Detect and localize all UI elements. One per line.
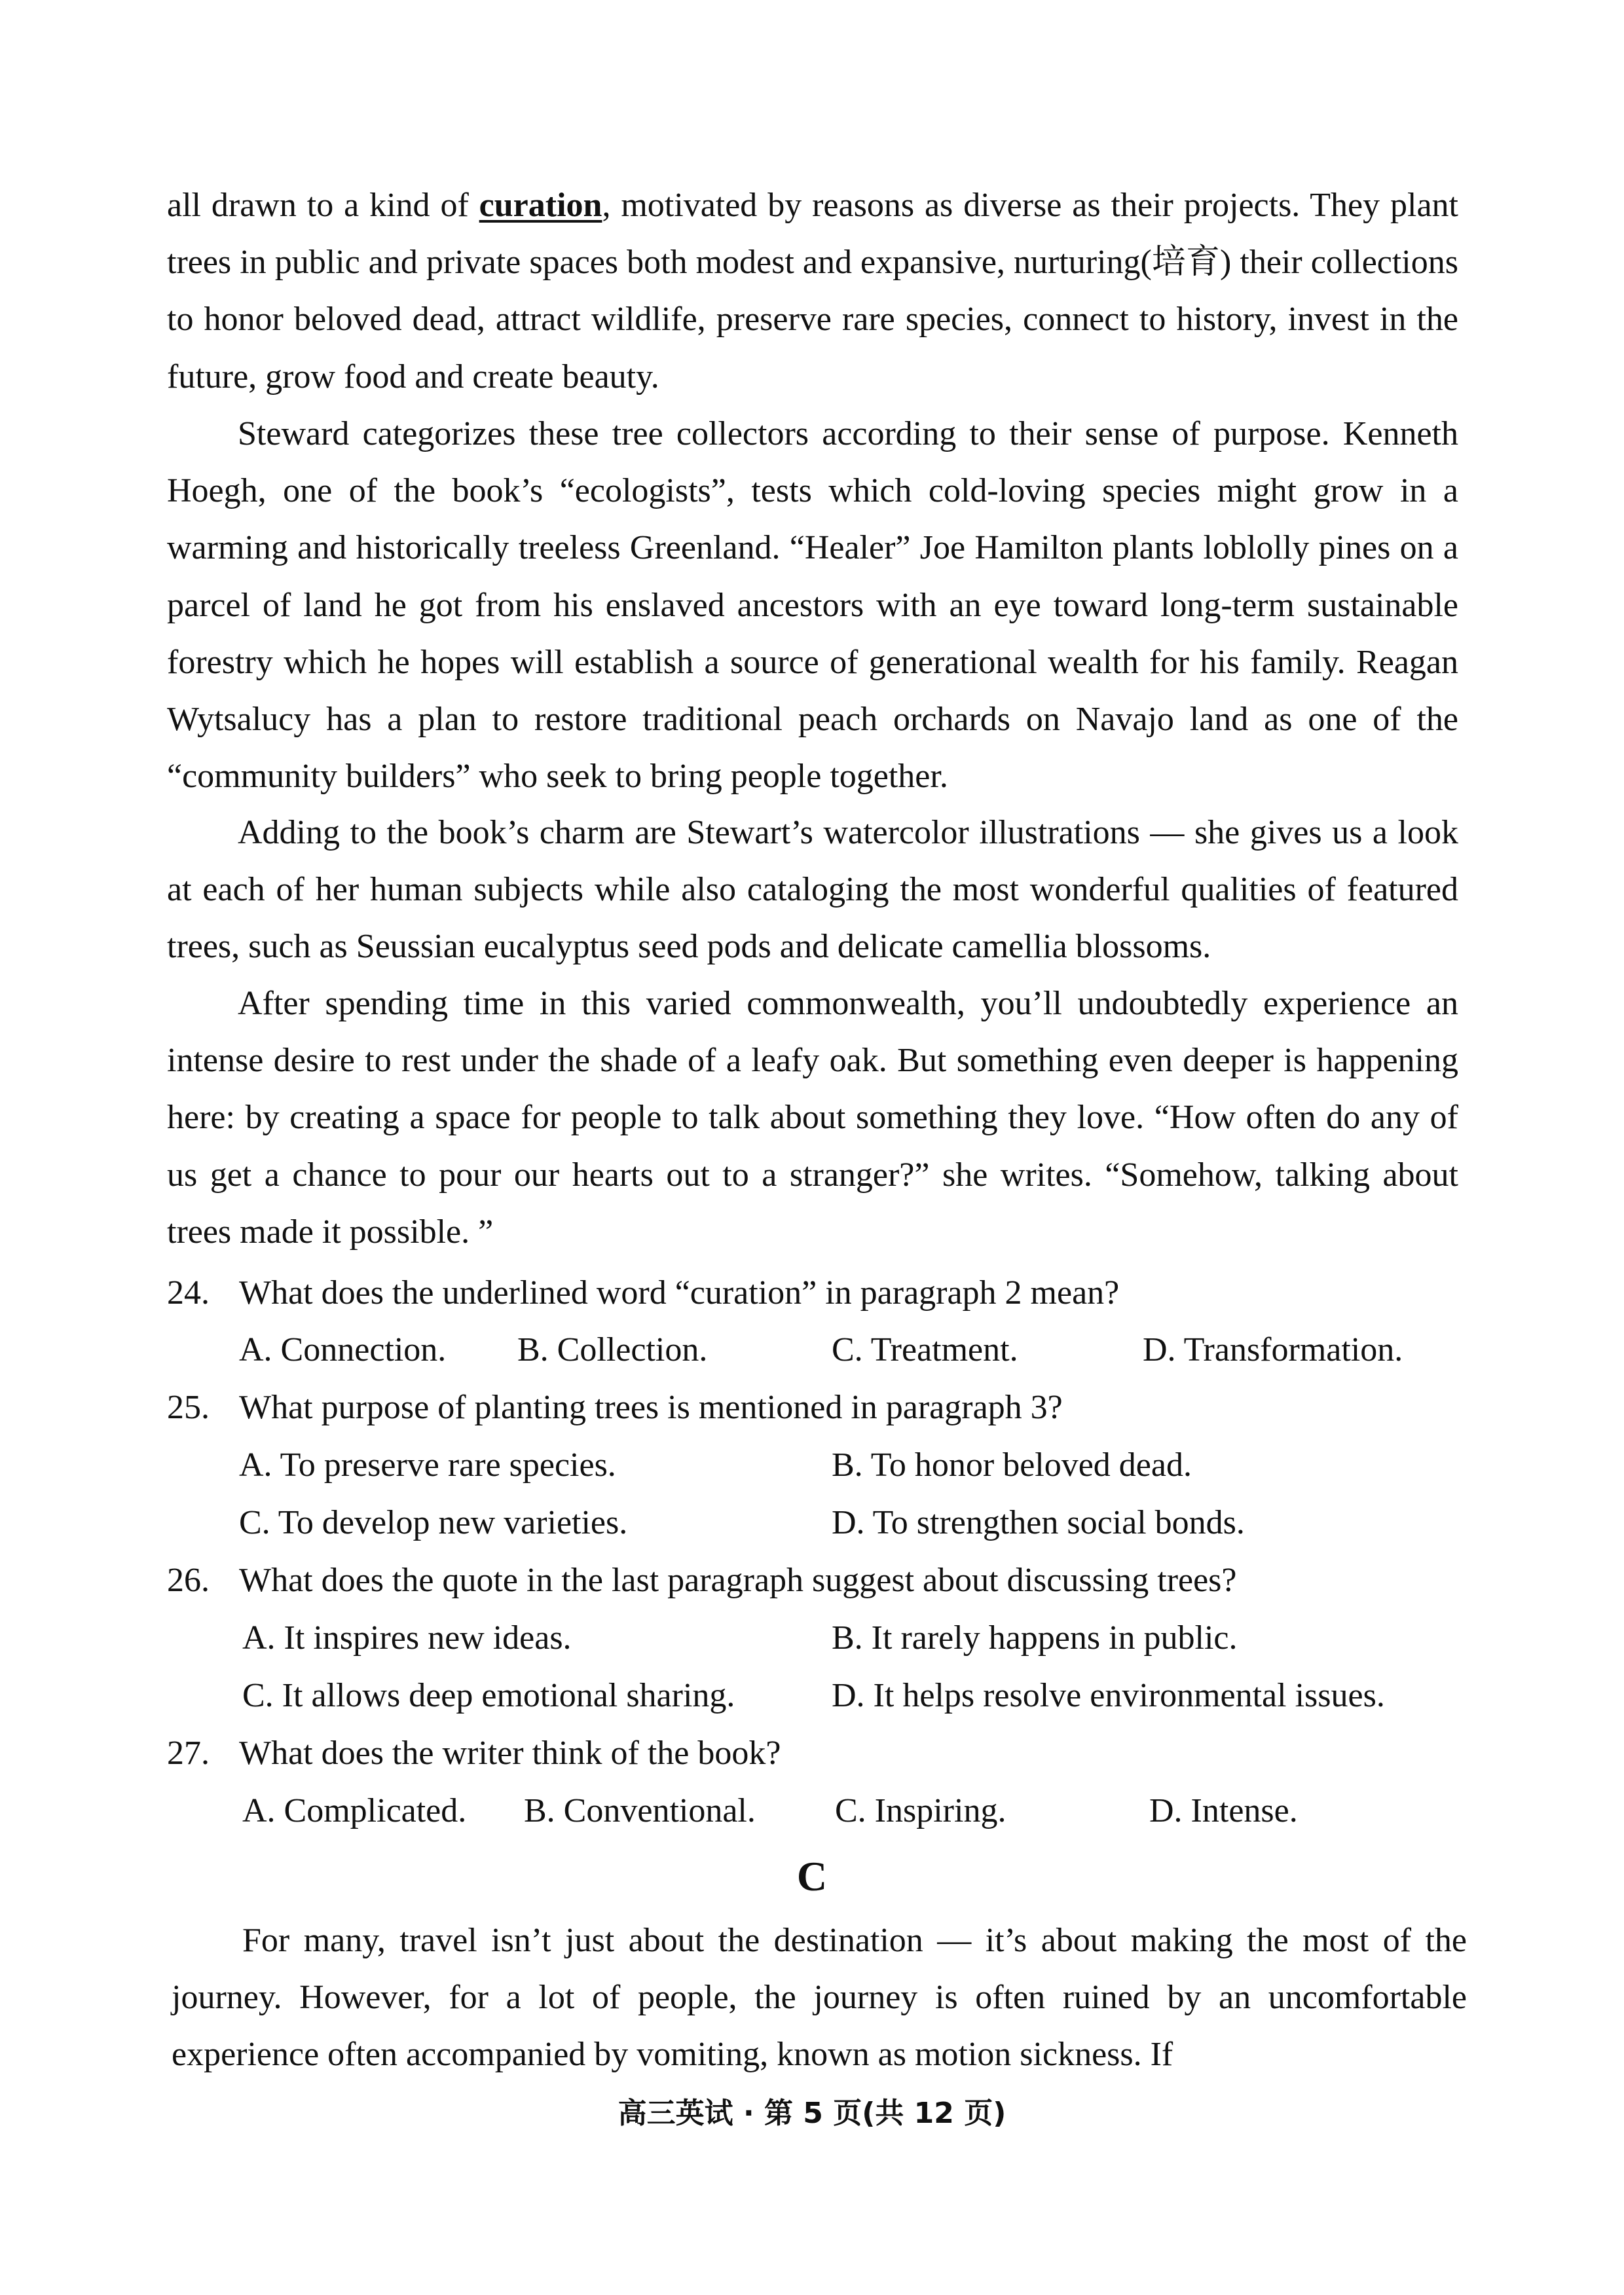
option-a[interactable]: A. Complicated. (242, 1792, 467, 1829)
page-footer: 高三英试 · 第 5 页(共 12 页) (618, 2097, 1006, 2130)
passage-paragraph-4: Adding to the book’s charm are Stewart’s watercolor illustrations — she gives us a look at each of her human subjects while also cataloging the most wonderful qualities of featured trees, such as Seussian eucalyptus seed pods and delicate camellia blossoms. (167, 814, 1458, 966)
question-27 (167, 1734, 1464, 1773)
question-25 (167, 1388, 1464, 1427)
question-stem: What does the underlined word “curation” in paragraph 2 mean? (239, 1274, 1120, 1312)
section-heading-c: C (796, 1853, 828, 1900)
section-c-paragraph-1: For many, travel isn’t just about the destination — it’s about making the most of the journey. However, for a lot of people, the journey is often ruined by an uncomfortable experience often accompanied by vomiting, known as motion sickness. If (172, 1922, 1467, 2074)
option-b[interactable]: B. Collection. (517, 1331, 708, 1368)
question-stem: What does the quote in the last paragraph suggest about discussing trees? (239, 1562, 1237, 1599)
option-c[interactable]: C. It allows deep emotional sharing. (242, 1677, 735, 1714)
option-c[interactable]: C. Treatment. (832, 1331, 1018, 1368)
option-d[interactable]: D. Intense. (1149, 1792, 1298, 1829)
option-c[interactable]: C. To develop new varieties. (239, 1504, 628, 1541)
option-a[interactable]: A. To preserve rare species. (239, 1446, 616, 1484)
question-number: 24. (167, 1274, 210, 1312)
option-d[interactable]: D. It helps resolve environmental issues. (832, 1677, 1385, 1714)
question-stem: What purpose of planting trees is mentioned in paragraph 3? (239, 1389, 1063, 1426)
question-number: 26. (167, 1562, 210, 1599)
paragraph-text: , motivated by reasons as diverse as their projects. They plant trees in public and private spaces both modest and expansive, nurturing(培育) their collections to honor beloved dead, attract wildlife, preserve rare species, connect to history, invest in the future, grow food and create beauty. (167, 187, 1458, 395)
option-b[interactable]: B. Conventional. (524, 1792, 756, 1829)
option-b[interactable]: B. It rarely happens in public. (832, 1619, 1238, 1657)
passage-paragraph-2 (167, 177, 1458, 405)
question-26 (167, 1561, 1464, 1600)
option-a[interactable]: A. It inspires new ideas. (242, 1619, 572, 1657)
option-d[interactable]: D. To strengthen social bonds. (832, 1504, 1245, 1541)
option-c[interactable]: C. Inspiring. (835, 1792, 1006, 1829)
question-24 (167, 1274, 1464, 1313)
question-stem: What does the writer think of the book? (239, 1735, 781, 1772)
paragraph-text: all drawn to a kind of (167, 187, 479, 224)
option-a[interactable]: A. Connection. (239, 1331, 447, 1368)
question-number: 25. (167, 1389, 210, 1426)
option-b[interactable]: B. To honor beloved dead. (832, 1446, 1192, 1484)
passage-paragraph-3: Steward categorizes these tree collectors according to their sense of purpose. Kenneth Hoegh, one of the book’s “ecologists”, tests which cold-loving species might grow in a warming and historically treeless Greenland. “Healer” Joe Hamilton plants loblolly pines on a parcel of land he got from his enslaved ancestors with an eye toward long-term sustainable forestry which he hopes will establish a source of generational wealth for his family. Reagan Wytsalucy has a plan to restore traditional peach orchards on Navajo land as one of the “community builders” who seek to bring people together. (167, 415, 1458, 796)
underlined-word-curation: curation (479, 187, 602, 224)
passage-paragraph-5: After spending time in this varied commonwealth, you’ll undoubtedly experience an intense desire to rest under the shade of a leafy oak. But something even deeper is happening here: by creating a space for people to talk about something they love. “How often do any of us get a chance to pour our hearts out to a stranger?” she writes. “Somehow, talking about trees made it possible. ” (167, 985, 1458, 1251)
question-number: 27. (167, 1735, 210, 1772)
option-d[interactable]: D. Transformation. (1143, 1331, 1403, 1368)
